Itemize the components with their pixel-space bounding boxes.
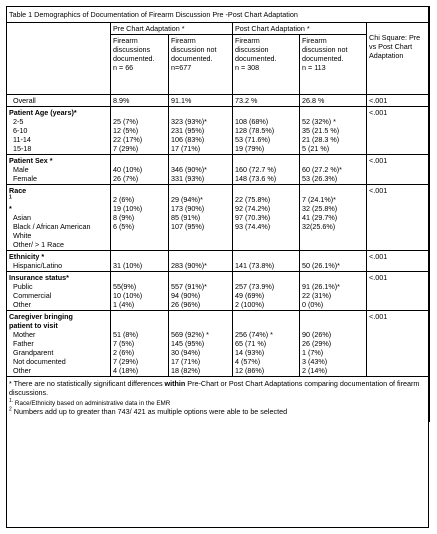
pre-documented-header xyxy=(111,35,169,95)
row-label: 6-10 xyxy=(13,126,28,135)
header-line: n = 308 xyxy=(235,63,260,72)
p-value: <.001 xyxy=(369,186,388,195)
table-cell: 7 (24.1%)* xyxy=(302,195,336,204)
table-cell: 91.1% xyxy=(171,96,192,105)
cell-pre-doc xyxy=(111,185,169,251)
cell-pre-notdoc xyxy=(169,155,233,185)
row-label: Overall xyxy=(13,96,36,105)
table-cell: 73.2 % xyxy=(235,96,258,105)
table-cell: 1 (4%) xyxy=(113,300,135,309)
table-cell: 4 (18%) xyxy=(113,366,139,375)
row-label: Other xyxy=(13,300,31,309)
section-header-race xyxy=(9,186,108,213)
table-cell: 26 (29%) xyxy=(302,339,332,348)
cell-pre-doc xyxy=(111,272,169,311)
table-cell: 2 (6%) xyxy=(113,348,135,357)
table-cell: 7 (29%) xyxy=(113,357,139,366)
section-overall xyxy=(7,95,430,107)
section-header-age xyxy=(9,108,108,117)
row-label: 11-14 xyxy=(13,135,31,144)
table-cell: 2 (6%) xyxy=(113,195,135,204)
cell-pre-notdoc xyxy=(169,311,233,377)
group-header-row xyxy=(7,23,430,35)
p-value: <.001 xyxy=(369,96,388,105)
table-cell: 145 (95%) xyxy=(171,339,205,348)
header-line: documented. xyxy=(113,54,155,63)
table-cell: 52 (32%) * xyxy=(302,117,336,126)
table-cell: 10 (10%) xyxy=(113,291,143,300)
table-cell: 19 (10%) xyxy=(113,204,143,213)
post-group-header: Post Chart Adaptation * xyxy=(233,23,367,35)
table-cell: 18 (82%) xyxy=(171,366,201,375)
footnote-marker: 1. xyxy=(9,397,14,404)
table-cell: 85 (91%) xyxy=(171,213,201,222)
row-label: White xyxy=(13,231,32,240)
section-insurance xyxy=(7,272,430,311)
table-cell: 331 (93%) xyxy=(171,174,205,183)
table-cell: 107 (95%) xyxy=(171,222,205,231)
section-ethnicity xyxy=(7,251,430,272)
pre-group-header: Pre Chart Adaptation * xyxy=(111,23,233,35)
table-cell: 30 (94%) xyxy=(171,348,201,357)
header-line: Adaptation xyxy=(369,51,404,60)
table-cell: 41 (29.7%) xyxy=(302,213,338,222)
table-cell: 2 (100%) xyxy=(235,300,265,309)
post-documented-header xyxy=(233,35,300,95)
footnote-emphasis: within xyxy=(164,379,186,388)
section-label-overall xyxy=(7,95,111,107)
cell-pre-notdoc xyxy=(169,95,233,107)
cell-post-doc xyxy=(233,251,300,272)
header-line: discussion not xyxy=(302,45,348,54)
header-line: n = 66 xyxy=(113,63,134,72)
footnote-marker: 1 xyxy=(9,194,12,201)
row-label: Male xyxy=(13,165,29,174)
header-line: documented. xyxy=(171,54,213,63)
table-cell: 7 (5%) xyxy=(113,339,135,348)
p-value: <.001 xyxy=(369,156,388,165)
table-cell: 6 (5%) xyxy=(113,222,135,231)
table-cell: 19 (79%) xyxy=(235,144,265,153)
section-label-sex xyxy=(7,155,111,185)
table-cell: 106 (83%) xyxy=(171,135,205,144)
table-cell: 50 (26.1%)* xyxy=(302,261,340,270)
section-header-insurance xyxy=(9,273,108,282)
section-header-sex xyxy=(9,156,108,165)
section-label-ethnicity xyxy=(7,251,111,272)
cell-pre-notdoc xyxy=(169,107,233,155)
table-cell: 128 (78.5%) xyxy=(235,126,275,135)
table-cell: 3 (43%) xyxy=(302,357,328,366)
section-caregiver xyxy=(7,311,430,377)
table-cell: 29 (94%)* xyxy=(171,195,203,204)
row-label: Not documented xyxy=(13,357,66,366)
table-cell: 17 (71%) xyxy=(171,357,201,366)
cell-post-doc xyxy=(233,155,300,185)
section-sex xyxy=(7,155,430,185)
table-cell: 21 (28.3 %) xyxy=(302,135,340,144)
table-cell: 25 (7%) xyxy=(113,117,139,126)
cell-chi-square xyxy=(367,251,430,272)
table-cell: 283 (90%)* xyxy=(171,261,207,270)
row-label: Asian xyxy=(13,213,31,222)
cell-post-notdoc xyxy=(300,155,367,185)
cell-pre-doc xyxy=(111,107,169,155)
label-column-header xyxy=(7,23,111,95)
section-header-text: Patient Age (years)* xyxy=(9,108,77,117)
row-label: Commercial xyxy=(13,291,52,300)
table-cell: 32 (25.8%) xyxy=(302,204,338,213)
table-cell: 141 (73.8%) xyxy=(235,261,275,270)
cell-chi-square xyxy=(367,272,430,311)
table-cell: 60 (27.2 %)* xyxy=(302,165,342,174)
section-age xyxy=(7,107,430,155)
row-label: Mother xyxy=(13,330,36,339)
table-cell: 26 (7%) xyxy=(113,174,139,183)
table-cell: 53 (26.3%) xyxy=(302,174,338,183)
table-cell: 94 (90%) xyxy=(171,291,201,300)
table-cell: 26 (96%) xyxy=(171,300,201,309)
table-cell: 0 (0%) xyxy=(302,300,324,309)
table-cell: 55(9%) xyxy=(113,282,137,291)
table-cell: 49 (69%) xyxy=(235,291,265,300)
header-line: discussion not xyxy=(171,45,217,54)
table-cell: 8 (9%) xyxy=(113,213,135,222)
header-line: Firearm xyxy=(171,36,196,45)
row-label: Hispanic/Latino xyxy=(13,261,63,270)
table-cell: 26.8 % xyxy=(302,96,325,105)
cell-chi-square xyxy=(367,107,430,155)
cell-post-notdoc xyxy=(300,107,367,155)
header-line: Chi Square: Pre xyxy=(369,33,421,42)
cell-chi-square xyxy=(367,95,430,107)
table-cell: 22 (75.8%) xyxy=(235,195,271,204)
row-label: 2-5 xyxy=(13,117,24,126)
table-cell: 65 (71 %) xyxy=(235,339,267,348)
row-label: Grandparent xyxy=(13,348,54,357)
table-cell: 346 (90%)* xyxy=(171,165,207,174)
section-label-insurance xyxy=(7,272,111,311)
cell-post-notdoc xyxy=(300,251,367,272)
cell-post-notdoc xyxy=(300,95,367,107)
row-label: Father xyxy=(13,339,34,348)
table-cell: 53 (71.6%) xyxy=(235,135,271,144)
table-cell: 17 (71%) xyxy=(171,144,201,153)
section-label-race xyxy=(7,185,111,251)
table-cell: 32(25.6%) xyxy=(302,222,336,231)
row-label: 15-18 xyxy=(13,144,32,153)
pre-not-documented-header xyxy=(169,35,233,95)
header-line: discussion xyxy=(235,45,269,54)
section-header-caregiver xyxy=(9,312,108,330)
cell-post-doc xyxy=(233,107,300,155)
header-line: documented. xyxy=(235,54,277,63)
table-cell: 173 (90%) xyxy=(171,204,205,213)
table-cell: 90 (26%) xyxy=(302,330,332,339)
caption-row xyxy=(7,7,430,23)
table-cell: 8.9% xyxy=(113,96,130,105)
table-cell: 97 (70.3%) xyxy=(235,213,271,222)
table-cell: 160 (72.7 %) xyxy=(235,165,277,174)
row-label: Public xyxy=(13,282,33,291)
header-line: discussions xyxy=(113,45,151,54)
cell-pre-doc xyxy=(111,251,169,272)
row-label: Other xyxy=(13,366,31,375)
cell-pre-doc xyxy=(111,95,169,107)
table-cell: 14 (93%) xyxy=(235,348,265,357)
cell-post-notdoc xyxy=(300,311,367,377)
table-cell: 569 (92%) * xyxy=(171,330,209,339)
p-value: <.001 xyxy=(369,252,388,261)
p-value: <.001 xyxy=(369,312,388,321)
cell-post-doc xyxy=(233,95,300,107)
row-label: Other/ > 1 Race xyxy=(13,240,64,249)
section-label-age xyxy=(7,107,111,155)
section-header-line: patient to visit xyxy=(9,321,58,330)
table-caption: Table 1 Demographics of Documentation of Firearm Discussion Pre -Post Chart Adaptation xyxy=(7,7,430,23)
table-cell: 2 (14%) xyxy=(302,366,328,375)
section-label-caregiver xyxy=(7,311,111,377)
table-cell: 4 (57%) xyxy=(235,357,261,366)
row-label: Black / African American xyxy=(13,222,91,231)
table-cell: 256 (74%) * xyxy=(235,330,273,339)
footnote-significance xyxy=(9,380,427,397)
table-cell: 12 (86%) xyxy=(235,366,265,375)
footnotes xyxy=(7,377,430,422)
table-cell: 12 (5%) xyxy=(113,126,139,135)
table-cell: 51 (8%) xyxy=(113,330,139,339)
cell-pre-doc xyxy=(111,311,169,377)
section-header-text: Ethnicity * xyxy=(9,252,45,261)
table-cell: 323 (93%)* xyxy=(171,117,207,126)
cell-chi-square xyxy=(367,311,430,377)
table-cell: 7 (29%) xyxy=(113,144,139,153)
table-cell: 557 (91%)* xyxy=(171,282,207,291)
footnote-text: Pre-Chart or Post Chart Adaptations comparing documentation of firearm discussions. xyxy=(9,379,420,397)
cell-post-doc xyxy=(233,272,300,311)
table-cell: 35 (21.5 %) xyxy=(302,126,340,135)
significance-marker: * xyxy=(9,204,12,213)
post-not-documented-header xyxy=(300,35,367,95)
header-line: n=677 xyxy=(171,63,192,72)
header-line: Firearm xyxy=(235,36,260,45)
section-header-text: Insurance status* xyxy=(9,273,69,282)
table-cell: 5 (21 %) xyxy=(302,144,330,153)
section-header-ethnicity xyxy=(9,252,108,261)
cell-post-notdoc xyxy=(300,185,367,251)
header-line: n = 113 xyxy=(302,63,326,72)
table-cell: 148 (73.6 %) xyxy=(235,174,277,183)
row-label: Female xyxy=(13,174,37,183)
cell-post-doc xyxy=(233,311,300,377)
p-value: <.001 xyxy=(369,108,388,117)
table-cell: 93 (74.4%) xyxy=(235,222,271,231)
table-cell: 108 (68%) xyxy=(235,117,269,126)
cell-pre-notdoc xyxy=(169,185,233,251)
header-line: vs Post Chart xyxy=(369,42,413,51)
cell-chi-square xyxy=(367,155,430,185)
table-cell: 31 (10%) xyxy=(113,261,143,270)
footnote-caregiver xyxy=(9,408,427,417)
section-header-line: Caregiver bringing xyxy=(9,312,73,321)
footnote-text: Numbers add up to greater than 743/ 421 as multiple options were able to be selected xyxy=(11,407,288,416)
cell-pre-notdoc xyxy=(169,272,233,311)
table-cell: 40 (10%) xyxy=(113,165,143,174)
header-line: documented. xyxy=(302,54,344,63)
footnote-row xyxy=(7,377,430,422)
cell-chi-square xyxy=(367,185,430,251)
cell-post-notdoc xyxy=(300,272,367,311)
table-cell: 231 (95%) xyxy=(171,126,205,135)
table-cell: 22 (17%) xyxy=(113,135,143,144)
chi-square-header xyxy=(367,23,430,95)
cell-pre-notdoc xyxy=(169,251,233,272)
demographics-table xyxy=(6,6,430,422)
footnote-text: * There are no statistically significant differences xyxy=(9,379,165,388)
table-cell: 22 (31%) xyxy=(302,291,332,300)
header-line: Firearm xyxy=(302,36,327,45)
p-value: <.001 xyxy=(369,273,388,282)
section-header-text: Race xyxy=(9,186,27,195)
table-cell: 257 (73.9%) xyxy=(235,282,275,291)
table-cell: 92 (74.2%) xyxy=(235,204,271,213)
footnote-marker: 2 xyxy=(9,406,12,413)
section-header-text: Patient Sex * xyxy=(9,156,53,165)
cell-post-doc xyxy=(233,185,300,251)
header-line: Firearm xyxy=(113,36,138,45)
cell-pre-doc xyxy=(111,155,169,185)
table-cell: 91 (26.1%)* xyxy=(302,282,340,291)
section-race xyxy=(7,185,430,251)
table-cell: 1 (7%) xyxy=(302,348,324,357)
footnote-text: Race/Ethnicity based on administrative data in the EMR xyxy=(13,400,171,407)
